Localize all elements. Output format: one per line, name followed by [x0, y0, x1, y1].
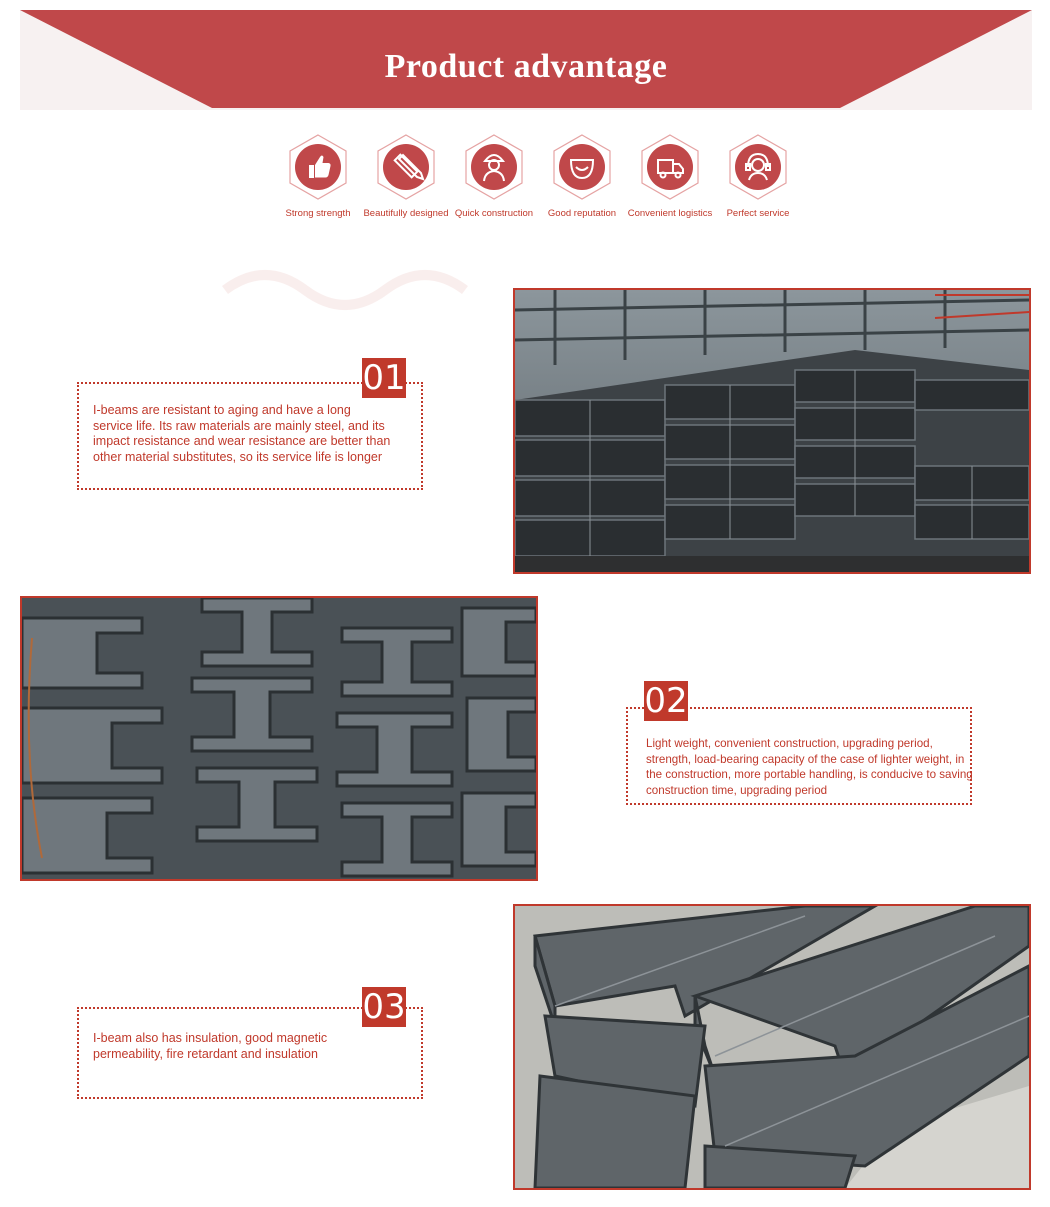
advantage-text: Light weight, convenient construction, upgrading period, strength, load-bearing capacity of the case of lighter weight, in the construction, more portable handling, is conducive to saving construction time, upgrading period [646, 737, 973, 797]
advantage-box-02 [626, 681, 973, 805]
page-title: Product advantage [384, 48, 668, 85]
photo-steel-warehouse [513, 288, 1031, 574]
feature-perfect-service [710, 134, 806, 224]
advantage-number: 02 [644, 681, 688, 721]
advantage-box-01 [77, 358, 423, 490]
features-row [270, 134, 790, 224]
feature-label: Quick construction [454, 208, 534, 219]
photo-ibeam-closeup [20, 596, 538, 881]
truck-icon [640, 134, 700, 200]
advantage-box-03 [77, 987, 423, 1099]
photo-ibeam-stack [513, 904, 1031, 1190]
smile-icon [552, 134, 612, 200]
advantage-number: 01 [362, 358, 406, 398]
advantage-text: I-beams are resistant to aging and have a long service life. Its raw materials are mainly steel, and its impact resistance and wear resistance are better than other material substitutes, so its service life is longer [93, 403, 391, 464]
feature-label: Perfect service [726, 208, 790, 219]
watermark-graphic [215, 250, 515, 340]
feature-label: Convenient logistics [627, 208, 713, 219]
feature-label: Beautifully designed [363, 208, 449, 219]
feature-label: Strong strength [285, 208, 351, 219]
advantage-number: 03 [362, 987, 406, 1027]
feature-label: Good reputation [547, 208, 617, 219]
advantage-text: I-beam also has insulation, good magnetic permeability, fire retardant and insulation [93, 1031, 328, 1061]
thumbs-up-icon [288, 134, 348, 200]
worker-icon [464, 134, 524, 200]
banner [20, 10, 1032, 110]
pencil-ruler-icon [376, 134, 436, 200]
headset-icon [728, 134, 788, 200]
